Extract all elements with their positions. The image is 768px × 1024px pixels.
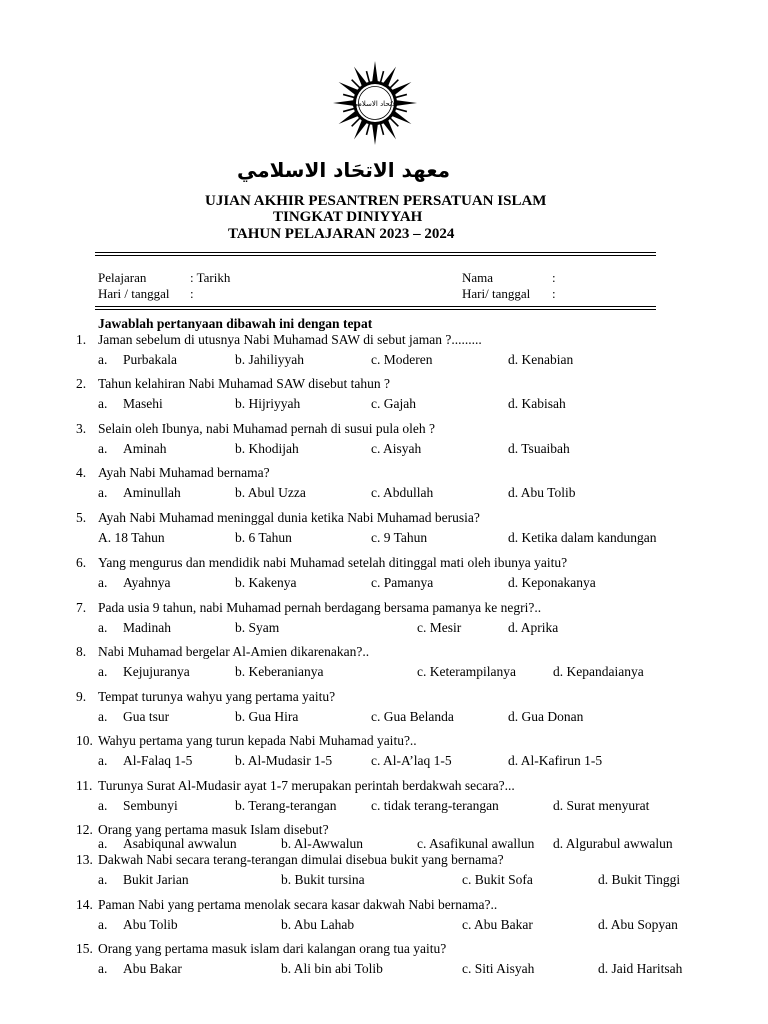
answer-option-d xyxy=(508,352,573,368)
option-text: c. Al-A’laq 1-5 xyxy=(371,753,452,768)
option-text: c. Bukit Sofa xyxy=(462,872,533,887)
option-letter: a. xyxy=(98,664,108,679)
answer-option-c xyxy=(371,485,433,501)
question-number: 12. xyxy=(76,822,93,837)
option-text: c. Gajah xyxy=(371,396,416,411)
option-text: d. Gua Donan xyxy=(508,709,584,724)
option-text: c. Gua Belanda xyxy=(371,709,454,724)
emblem-ray-line xyxy=(366,123,369,135)
option-text: Al-Falaq 1-5 xyxy=(123,753,193,768)
question-text: Dakwah Nabi secara terang-terangan dimulai disebua bukit yang bernama? xyxy=(98,852,504,867)
option-text: b. Jahiliyyah xyxy=(235,352,304,367)
answer-option-d xyxy=(508,396,566,412)
answer-option-b xyxy=(235,620,279,636)
option-text: Abu Bakar xyxy=(123,961,182,976)
answer-option-c xyxy=(371,798,499,814)
answer-option-a xyxy=(98,575,171,591)
option-letter: a. xyxy=(98,485,108,500)
option-letter: a. xyxy=(98,575,108,590)
answer-option-c xyxy=(371,530,427,546)
option-text: b. Bukit tursina xyxy=(281,872,365,887)
answer-option-c xyxy=(371,441,421,457)
answer-option-d xyxy=(508,620,558,636)
answer-option-a xyxy=(98,798,178,814)
option-text: b. Kakenya xyxy=(235,575,297,590)
emblem-ray xyxy=(333,100,354,106)
question-number: 9. xyxy=(76,689,87,704)
option-text: d. Bukit Tinggi xyxy=(598,872,681,887)
option-text: A. 18 Tahun xyxy=(98,530,165,545)
option-letter: a. xyxy=(98,872,108,887)
emblem-ray-line xyxy=(395,108,407,111)
question-9 xyxy=(76,689,335,705)
answer-option-c xyxy=(371,709,454,725)
option-text: b. Syam xyxy=(235,620,280,635)
question-number: 14. xyxy=(76,897,93,912)
answer-option-b xyxy=(235,798,337,814)
option-letter: a. xyxy=(98,352,108,367)
question-number: 8. xyxy=(76,644,87,659)
answer-option-a xyxy=(98,961,182,977)
question-5 xyxy=(76,510,480,526)
question-number: 4. xyxy=(76,465,87,480)
answer-option-a xyxy=(98,352,177,368)
option-text: d. Abu Tolib xyxy=(508,485,576,500)
question-6 xyxy=(76,555,567,571)
divider-mid-2 xyxy=(95,309,656,310)
option-text: Bukit Jarian xyxy=(123,872,189,887)
nama-label: Nama xyxy=(462,270,494,285)
question-7 xyxy=(76,600,541,616)
question-15 xyxy=(76,941,446,957)
question-text: Tahun kelahiran Nabi Muhamad SAW disebut tahun ? xyxy=(98,376,391,391)
answer-option-a xyxy=(98,709,169,725)
question-text: Orang yang pertama masuk islam dari kalangan orang tua yaitu? xyxy=(98,941,447,956)
exam-year: TAHUN PELAJARAN 2023 – 2024 xyxy=(228,226,455,242)
option-text: c. Aisyah xyxy=(371,441,422,456)
question-text: Yang mengurus dan mendidik nabi Muhamad setelah ditinggal mati oleh ibunya yaitu? xyxy=(98,555,568,570)
question-number: 1. xyxy=(76,332,87,347)
answer-option-c xyxy=(371,575,433,591)
answer-option-c xyxy=(371,352,432,368)
question-14 xyxy=(76,897,497,913)
option-letter: a. xyxy=(98,961,108,976)
question-13 xyxy=(76,852,504,868)
option-text: d. Kenabian xyxy=(508,352,574,367)
emblem-ray xyxy=(372,61,378,82)
answer-option-c xyxy=(371,753,452,769)
option-text: d. Aprika xyxy=(508,620,559,635)
question-11 xyxy=(76,778,515,794)
question-4 xyxy=(76,465,270,481)
question-text: Pada usia 9 tahun, nabi Muhamad pernah berdagang bersama pamanya ke negri?.. xyxy=(98,600,542,615)
answer-option-a xyxy=(98,664,190,680)
divider-top-2 xyxy=(95,255,656,256)
answer-option-b xyxy=(281,872,365,888)
emblem-ray-line xyxy=(352,118,360,126)
question-8 xyxy=(76,644,369,660)
option-text: b. 6 Tahun xyxy=(235,530,292,545)
answer-option-d xyxy=(508,575,596,591)
option-letter: a. xyxy=(98,917,108,932)
nama-value: : xyxy=(552,270,556,285)
pelajaran-label: Pelajaran xyxy=(98,270,147,285)
question-number: 7. xyxy=(76,600,87,615)
answer-option-d xyxy=(553,798,649,814)
option-text: d. Surat menyurat xyxy=(553,798,650,813)
option-letter: a. xyxy=(98,620,108,635)
option-text: c. Moderen xyxy=(371,352,433,367)
pelajaran-value: : Tarikh xyxy=(190,270,231,285)
answer-option-b xyxy=(281,836,363,852)
option-text: Madinah xyxy=(123,620,171,635)
question-number: 10. xyxy=(76,733,93,748)
hari-tanggal-label: Hari / tanggal xyxy=(98,286,170,301)
answer-option-a xyxy=(98,753,192,769)
divider-top xyxy=(95,252,656,253)
question-number: 5. xyxy=(76,510,87,525)
answer-option-b xyxy=(235,441,299,457)
answer-option-c xyxy=(417,836,534,852)
answer-option-a xyxy=(98,917,178,933)
answer-option-d xyxy=(508,441,570,457)
option-text: c. tidak terang-terangan xyxy=(371,798,499,813)
exam-level: TINGKAT DINIYYAH xyxy=(273,209,423,225)
option-text: d. Kabisah xyxy=(508,396,566,411)
question-text: Turunya Surat Al-Mudasir ayat 1-7 merupakan perintah berdakwah secara?... xyxy=(98,778,515,793)
option-text: d. Keponakanya xyxy=(508,575,596,590)
option-text: c. Pamanya xyxy=(371,575,434,590)
answer-option-d xyxy=(553,664,644,680)
arabic-school-name: معهد الاتحَاد الاسلامي xyxy=(236,158,450,182)
question-text: Ayah Nabi Muhamad meninggal dunia ketika Nabi Muhamad berusia? xyxy=(98,510,480,525)
option-text: d. Al-Kafirun 1-5 xyxy=(508,753,603,768)
answer-option-a xyxy=(98,485,181,501)
option-text: b. Terang-terangan xyxy=(235,798,337,813)
answer-option-d xyxy=(598,872,680,888)
answer-option-d xyxy=(508,485,575,501)
option-text: d. Abu Sopyan xyxy=(598,917,678,932)
answer-option-c xyxy=(462,872,533,888)
emblem-ray-line xyxy=(343,108,355,111)
logo-arabic-text: الاتحاد الاسلامي xyxy=(352,100,398,108)
option-text: c. Mesir xyxy=(417,620,462,635)
emblem-ray-line xyxy=(352,80,360,88)
option-text: Kejujuranya xyxy=(123,664,190,679)
question-number: 11. xyxy=(76,778,93,793)
option-letter: a. xyxy=(98,836,108,851)
option-text: d. Ketika dalam kandungan xyxy=(508,530,657,545)
option-text: Sembunyi xyxy=(123,798,178,813)
option-text: c. Abdullah xyxy=(371,485,434,500)
option-text: Masehi xyxy=(123,396,163,411)
question-number: 3. xyxy=(76,421,87,436)
option-letter: a. xyxy=(98,709,108,724)
answer-option-b xyxy=(235,352,304,368)
question-text: Orang yang pertama masuk Islam disebut? xyxy=(98,822,329,837)
answer-option-b xyxy=(281,961,383,977)
option-text: b. Al-Mudasir 1-5 xyxy=(235,753,333,768)
answer-option-a xyxy=(98,836,237,852)
divider-mid xyxy=(95,306,656,307)
answer-option-d xyxy=(508,709,583,725)
option-text: c. 9 Tahun xyxy=(371,530,428,545)
question-text: Jaman sebelum di utusnya Nabi Muhamad SAW di sebut jaman ?......... xyxy=(98,332,482,347)
option-text: b. Khodijah xyxy=(235,441,299,456)
hari-tanggal-value: : xyxy=(190,286,194,301)
answer-option-d xyxy=(508,530,656,546)
question-10 xyxy=(76,733,417,749)
answer-option-b xyxy=(235,530,292,546)
answer-option-b xyxy=(235,664,323,680)
option-text: Ayahnya xyxy=(123,575,171,590)
hari-tanggal-right-label: Hari/ tanggal xyxy=(462,286,531,301)
answer-option-a xyxy=(98,396,163,412)
option-text: c. Siti Aisyah xyxy=(462,961,535,976)
answer-option-d xyxy=(598,961,682,977)
answer-option-b xyxy=(235,709,298,725)
answer-option-b xyxy=(235,485,306,501)
exam-title: UJIAN AKHIR PESANTREN PERSATUAN ISLAM xyxy=(205,193,547,209)
option-letter: a. xyxy=(98,753,108,768)
answer-option-b xyxy=(235,753,332,769)
answer-option-c xyxy=(417,664,516,680)
question-text: Selain oleh Ibunya, nabi Muhamad pernah di susui pula oleh ? xyxy=(98,421,436,436)
question-1 xyxy=(76,332,482,348)
question-3 xyxy=(76,421,435,437)
option-text: d. Jaid Haritsah xyxy=(598,961,683,976)
instruction-text: Jawablah pertanyaan dibawah ini dengan tepat xyxy=(98,316,373,331)
question-text: Tempat turunya wahyu yang pertama yaitu? xyxy=(98,689,336,704)
answer-option-a xyxy=(98,872,189,888)
emblem-ray xyxy=(396,100,417,106)
question-text: Paman Nabi yang pertama menolak secara kasar dakwah Nabi bernama?.. xyxy=(98,897,498,912)
emblem-ray-line xyxy=(380,123,383,135)
answer-option-d xyxy=(598,917,678,933)
answer-option-d xyxy=(553,836,673,852)
answer-option-b xyxy=(281,917,354,933)
option-text: b. Ali bin abi Tolib xyxy=(281,961,383,976)
option-text: b. Hijriyyah xyxy=(235,396,301,411)
question-text: Ayah Nabi Muhamad bernama? xyxy=(98,465,270,480)
answer-option-c xyxy=(462,961,534,977)
option-text: Aminah xyxy=(123,441,167,456)
option-text: c. Keterampilanya xyxy=(417,664,516,679)
answer-option-a xyxy=(98,620,171,636)
option-text: Purbakala xyxy=(123,352,177,367)
option-text: c. Asafikunal awallun xyxy=(417,836,535,851)
answer-option-b xyxy=(235,396,300,412)
option-text: b. Abul Uzza xyxy=(235,485,306,500)
option-text: Aminullah xyxy=(123,485,181,500)
option-text: b. Keberanianya xyxy=(235,664,324,679)
emblem-ray xyxy=(372,124,378,145)
answer-option-d xyxy=(508,753,602,769)
option-text: c. Abu Bakar xyxy=(462,917,533,932)
option-text: b. Gua Hira xyxy=(235,709,299,724)
option-text: b. Abu Lahab xyxy=(281,917,355,932)
emblem-ray-line xyxy=(390,80,398,88)
question-number: 6. xyxy=(76,555,87,570)
option-text: Asabiqunal awwalun xyxy=(123,836,237,851)
option-text: Gua tsur xyxy=(123,709,170,724)
option-text: d. Tsuaibah xyxy=(508,441,570,456)
option-letter: a. xyxy=(98,441,108,456)
answer-option-c xyxy=(371,396,416,412)
question-number: 2. xyxy=(76,376,87,391)
option-text: b. Al-Awwalun xyxy=(281,836,364,851)
answer-option-a xyxy=(98,441,167,457)
option-letter: a. xyxy=(98,396,108,411)
emblem-ray-line xyxy=(390,118,398,126)
option-letter: a. xyxy=(98,798,108,813)
emblem-ray-line xyxy=(343,94,355,97)
answer-option-a xyxy=(98,530,165,546)
emblem-ray-line xyxy=(380,71,383,83)
option-text: Abu Tolib xyxy=(123,917,178,932)
question-number: 15. xyxy=(76,941,93,956)
question-text: Nabi Muhamad bergelar Al-Amien dikarenakan?.. xyxy=(98,644,370,659)
hari-tanggal-right-value: : xyxy=(552,286,556,301)
emblem-ray-line xyxy=(395,94,407,97)
emblem-ray-line xyxy=(366,71,369,83)
answer-option-b xyxy=(235,575,296,591)
question-number: 13. xyxy=(76,852,93,867)
question-2 xyxy=(76,376,390,392)
option-text: d. Algurabul awwalun xyxy=(553,836,673,851)
answer-option-c xyxy=(417,620,461,636)
option-text: d. Kepandaianya xyxy=(553,664,644,679)
answer-option-c xyxy=(462,917,533,933)
question-text: Wahyu pertama yang turun kepada Nabi Muhamad yaitu?.. xyxy=(98,733,417,748)
persis-emblem-logo xyxy=(316,58,434,148)
